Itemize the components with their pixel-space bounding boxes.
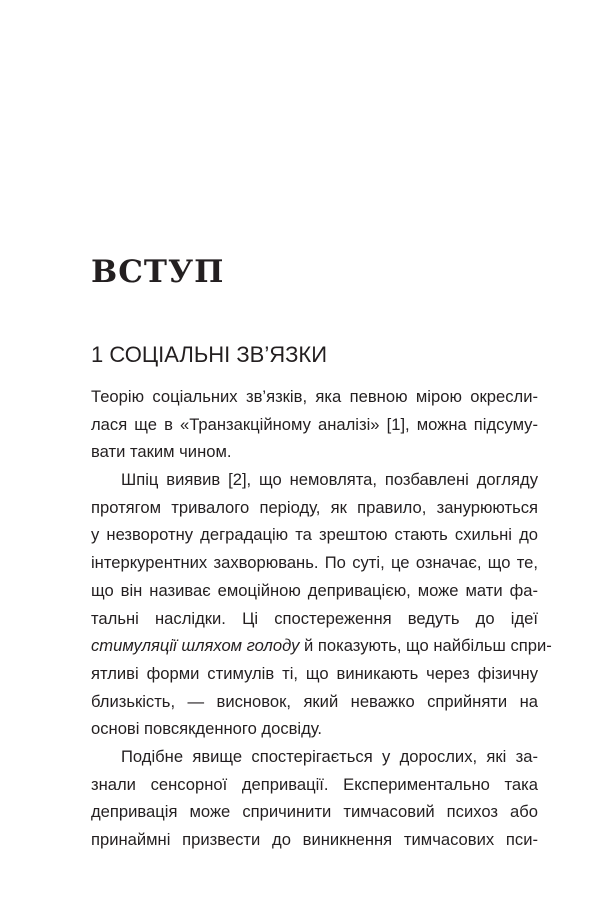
text-line: протягом тривалого періоду, як правило, занурюються — [91, 497, 538, 517]
text-line: у незворотну деградацію та зрештою стають схильні до — [91, 525, 538, 545]
text-line: принаймні призвести до виникнення тимчасових пси- — [91, 830, 538, 849]
body-text — [91, 383, 552, 854]
text-line: інтеркурентних захворювань. По суті, це означає, що те, — [91, 553, 538, 573]
text-line: основі повсякденного досвіду. — [91, 719, 323, 739]
paragraph — [91, 466, 552, 743]
text-line: депривація може спричинити тимчасовий психоз або — [91, 802, 538, 822]
paragraph — [91, 743, 538, 854]
text-fragment: й показують, що найбільш спри- — [304, 636, 552, 656]
text-line: лася ще в «Транзакційному аналізі» [1], можна підсуму- — [91, 414, 538, 434]
text-line: знали сенсорної депривації. Експериментально така — [91, 774, 538, 794]
text-line: ятливі форми стимулів ті, що виникають через фізичну — [91, 663, 538, 683]
text-line: близькість, — висновок, який неважко сприйняти на — [91, 691, 538, 711]
text-line: Шпіц виявив [2], що немовлята, позбавлені догляду — [121, 470, 538, 490]
text-line: тальні наслідки. Ці спостереження ведуть до ідеї — [91, 608, 538, 628]
emphasized-term: стимуляції шляхом голоду — [91, 636, 300, 656]
text-line — [91, 632, 552, 660]
text-line: Подібне явище спостерігається у дорослих, які за- — [121, 746, 538, 766]
chapter-title: ВСТУП — [91, 254, 225, 290]
section-title: 1 СОЦІАЛЬНІ ЗВ’ЯЗКИ — [91, 342, 328, 367]
text-line: Теорію соціальних зв’язків, яка певною мірою окресли- — [91, 387, 538, 406]
text-line: вати таким чином. — [91, 442, 232, 462]
paragraph — [91, 383, 538, 466]
text-line: що він називає емоційною депривацією, може мати фа- — [91, 580, 538, 600]
